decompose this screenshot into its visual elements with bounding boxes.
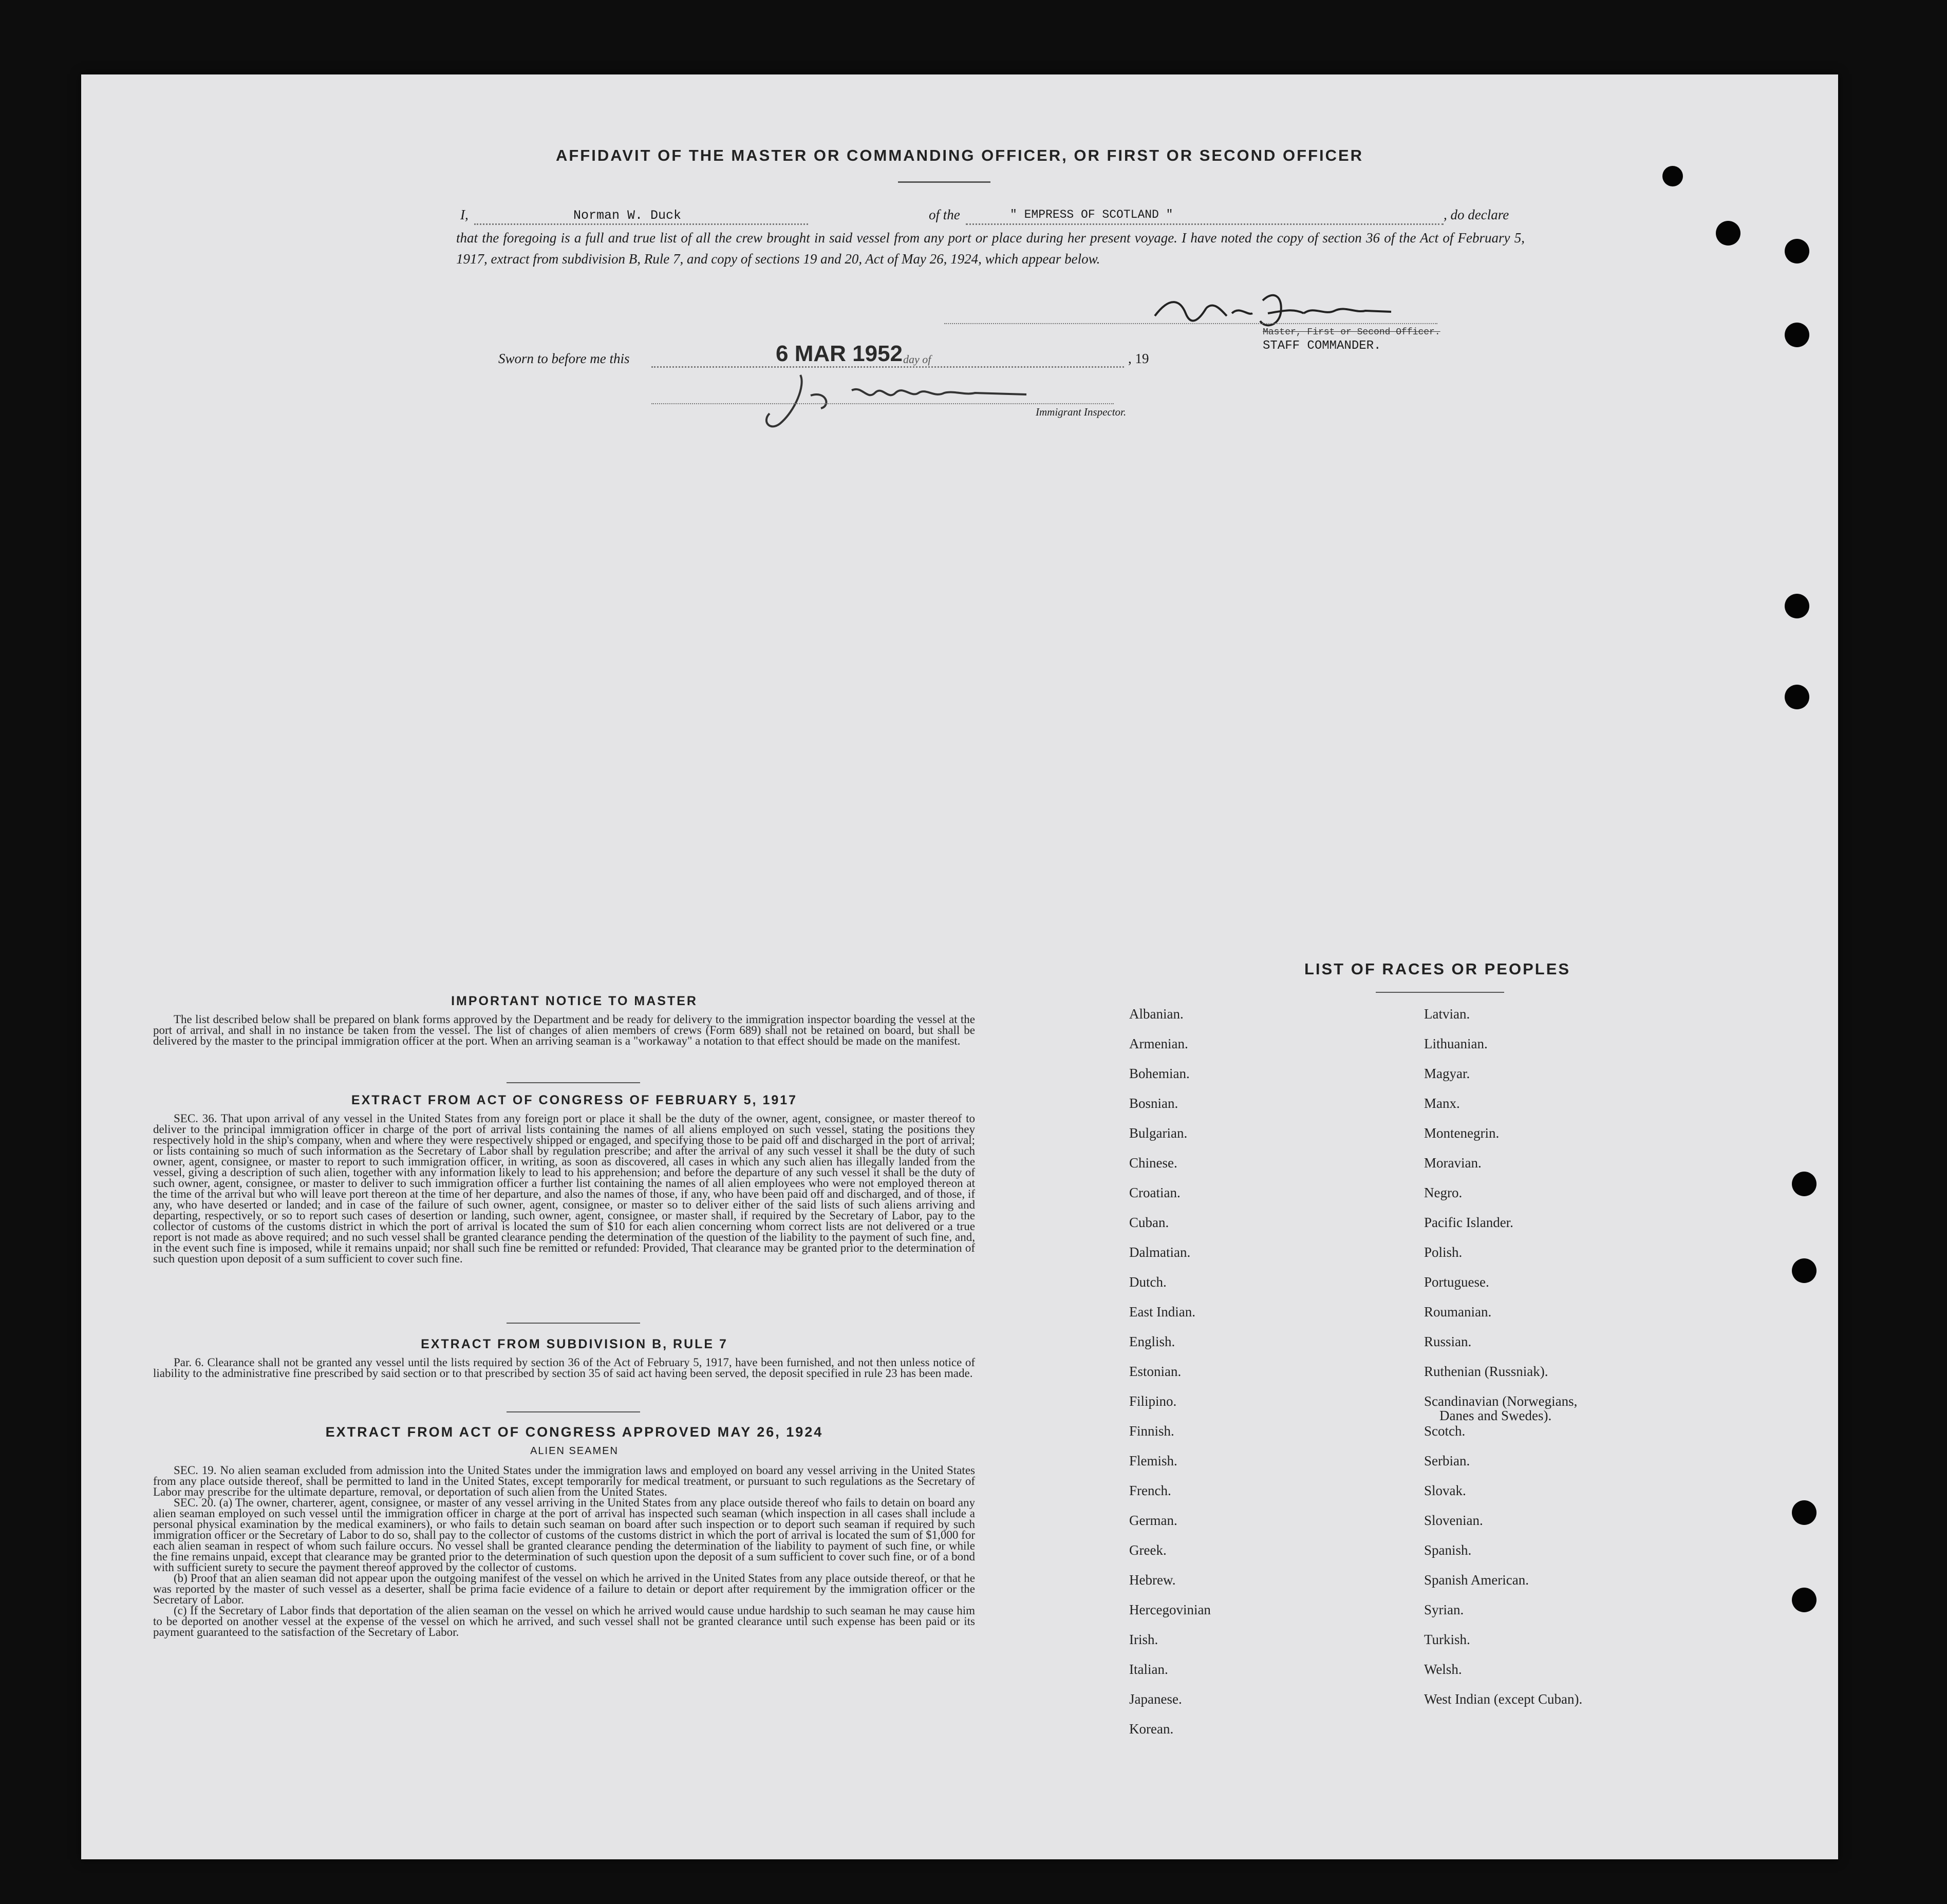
punch-hole — [1785, 323, 1809, 347]
race-item: Hebrew. — [1129, 1572, 1176, 1588]
race-item: Scotch. — [1424, 1423, 1466, 1439]
punch-hole — [1792, 1500, 1817, 1525]
vessel-line — [966, 223, 1444, 225]
section-divider — [507, 1411, 640, 1412]
extract-1917-title: EXTRACT FROM ACT OF CONGRESS OF FEBRUARY 5, 1917 — [351, 1093, 798, 1107]
race-item: Serbian. — [1424, 1453, 1470, 1468]
punch-hole — [1785, 594, 1809, 618]
extract-rule7-title: EXTRACT FROM SUBDIVISION B, RULE 7 — [421, 1337, 728, 1351]
race-item: Estonian. — [1129, 1364, 1182, 1379]
section-divider — [507, 1323, 640, 1324]
extract-1917-body: SEC. 36. That upon arrival of any vessel in the United States from any foreign port or place it shall be the duty of the owner, agent, consignee, or master thereof to deliver to the principal immigration officer in charge of the port of arrival lists containing the names of all aliens employed on such vessel, stating the positions they respectively hold in the ship's company, when and where they were respectively shipped or engaged, and specifying those to be paid off and discharged in the port of arrival; or lists containing so much of such information as the Secretary of Labor shall by regulation prescribe; and after the arrival of any such vessel it shall be the duty of such owner, agent, consignee, or master to report to such immigration officer, in writing, as soon as discovered, all cases in which any such alien has illegally landed from the vessel, giving a description of such alien, together with any information likely to lead to his apprehension; and before the departure of any such vessel it shall be the duty of such owner, agent, consignee, or master to deliver to such immigration officer a further list containing the names of all alien employees who were not employed thereon at the time of the arrival but who will leave port thereon at the time of her departure, and also the names of those, if any, who have been paid off and discharged, and of those, if any, who have deserted or landed; and in case of the failure of such owner, agent, consignee, or master so to deliver either of the said lists of such aliens arriving and departing, respectively, or so to report such cases of desertion or landing, such owner, agent, consignee, or master shall, if required by the Secretary of Labor, pay to the collector of customs of the customs district in which the port of arrival is located the sum of $10 for each alien concerning whom correct lists are not delivered or a true report is not made as above required; and no such vessel shall be granted clearance pending the determination of the question of the liability to the payment of such fine, and, in the event such fine is imposed, while it remains unpaid; nor shall such fine be remitted or refunded: Provided, That clearance may be granted prior to the determination of such question upon deposit of a sum sufficient to cover such fine. — [153, 1112, 975, 1265]
race-item: Montenegrin. — [1424, 1125, 1500, 1141]
race-item: Flemish. — [1129, 1453, 1177, 1468]
race-item: Magyar. — [1424, 1066, 1470, 1081]
race-item: Cuban. — [1129, 1215, 1169, 1230]
race-item: Russian. — [1424, 1334, 1472, 1349]
punch-hole — [1792, 1588, 1817, 1612]
punch-hole — [1716, 221, 1740, 246]
race-item: Korean. — [1129, 1721, 1174, 1737]
sec20b-paragraph: (b) Proof that an alien seaman did not appear upon the outgoing manifest of the vessel on which he arrived in the United States from any place outside thereof, or that he was reported by the master of such vessel as a deserter, shall be prima facie evidence of a failure to detain or deport after requirement by the immigration officer or the Secretary of Labor. — [153, 1572, 975, 1606]
races-right-column — [1424, 999, 1712, 1714]
race-item: Finnish. — [1129, 1423, 1174, 1439]
extract-1924-text — [153, 1465, 975, 1637]
inspector-label: Immigrant Inspector. — [1036, 406, 1127, 418]
officer-struck-title: Master, First or Second Officer. — [1263, 327, 1440, 337]
race-item: Welsh. — [1424, 1662, 1462, 1677]
do-declare-label: , do declare — [1444, 207, 1509, 222]
declarant-name: Norman W. Duck — [573, 208, 682, 223]
race-item: Bosnian. — [1129, 1096, 1178, 1111]
race-item: Dalmatian. — [1129, 1245, 1191, 1260]
vessel-name: " EMPRESS OF SCOTLAND " — [1010, 208, 1173, 221]
races-divider — [1376, 992, 1504, 993]
of-the-label: of the — [929, 207, 960, 222]
race-item: Spanish. — [1424, 1542, 1472, 1558]
race-item: Roumanian. — [1424, 1304, 1492, 1319]
declarant-prefix: I, — [460, 207, 469, 222]
race-item: Polish. — [1424, 1245, 1463, 1260]
inspector-signature-line — [651, 403, 1114, 404]
race-item: Greek. — [1129, 1542, 1167, 1558]
race-item: Portuguese. — [1424, 1274, 1489, 1290]
race-item: Slovenian. — [1424, 1513, 1483, 1528]
race-item: West Indian (except Cuban). — [1424, 1691, 1583, 1707]
name-line — [474, 223, 808, 225]
race-item: Japanese. — [1129, 1691, 1182, 1707]
year-label: , 19 — [1128, 351, 1149, 366]
notice-body: The list described below shall be prepared on blank forms approved by the Department and be ready for delivery to the immigration inspector boarding the vessel at the port of arrival, and shall in no instance be taken from the vessel. The list of changes of alien members of crews (Form 689) shall not be retained on board, but shall be delivered by the master to the principal immigration officer at the port. When an arriving seaman is a "workaway" a notation to that effect should be made on the manifest. — [153, 1013, 975, 1047]
race-item: Chinese. — [1129, 1155, 1177, 1171]
sec19-paragraph: SEC. 19. No alien seaman excluded from admission into the United States under the immigration laws and employed on board any vessel arriving in the United States from any place outside thereof, shall be permitted to land in the United States, except temporarily for medical treatment, or pursuant to such regulations as the Secretary of Labor may prescribe for the ultimate departure, removal, or deportation of such alien from the United States. — [153, 1464, 975, 1498]
race-item: Filipino. — [1129, 1393, 1177, 1409]
race-item: Pacific Islander. — [1424, 1215, 1513, 1230]
races-left-column — [1129, 999, 1360, 1744]
inspector-signature — [759, 365, 1047, 437]
race-item: Lithuanian. — [1424, 1036, 1488, 1051]
sec20c-paragraph: (c) If the Secretary of Labor finds that deportation of the alien seaman on the vessel on which he arrived would cause undue hardship to such seaman he may cause him to be deported on another vessel at the expense of the vessel on which he arrived, and such vessel shall not be granted clearance until such expense has been paid or its payment guaranteed to the satisfaction of the Secretary of Labor. — [153, 1604, 975, 1638]
extract-1924-title: EXTRACT FROM ACT OF CONGRESS APPROVED MAY 26, 1924 — [325, 1424, 823, 1440]
section-divider — [507, 1082, 640, 1083]
race-item: Slovak. — [1424, 1483, 1466, 1498]
title-divider — [898, 181, 990, 183]
extract-rule7-body: Par. 6. Clearance shall not be granted any vessel until the lists required by section 36 of the Act of February 5, 1917, have been furnished, and not then unless notice of liability to the administrative fine prescribed by said section or to that prescribed by section 35 of said act having been served, the deposit specified in rule 23 has been made. — [153, 1356, 975, 1380]
race-item: French. — [1129, 1483, 1171, 1498]
punch-hole — [1792, 1258, 1817, 1283]
race-item: Latvian. — [1424, 1006, 1470, 1022]
punch-hole — [1792, 1172, 1817, 1196]
race-item: Croatian. — [1129, 1185, 1181, 1200]
document-page — [81, 74, 1838, 1859]
race-item: Bohemian. — [1129, 1066, 1190, 1081]
sworn-label: Sworn to before me this — [498, 351, 630, 366]
punch-hole — [1785, 239, 1809, 263]
notice-title: IMPORTANT NOTICE TO MASTER — [451, 994, 698, 1008]
race-item: Albanian. — [1129, 1006, 1184, 1022]
race-item: Armenian. — [1129, 1036, 1188, 1051]
race-item: Ruthenian (Russniak). — [1424, 1364, 1548, 1379]
race-item: East Indian. — [1129, 1304, 1195, 1319]
race-item: Irish. — [1129, 1632, 1158, 1647]
race-item: Hercegovinian — [1129, 1602, 1211, 1617]
punch-hole — [1785, 685, 1809, 709]
race-item: Moravian. — [1424, 1155, 1482, 1171]
extract-1924-subtitle: ALIEN SEAMEN — [530, 1445, 619, 1457]
day-of-label: day of — [903, 353, 931, 366]
races-title: LIST OF RACES OR PEOPLES — [1304, 960, 1571, 978]
race-item: Italian. — [1129, 1662, 1168, 1677]
affidavit-body: that the foregoing is a full and true list of all the crew brought in said vessel from any port or place during her present voyage. I have noted the copy of section 36 of the Act of February 5, 1917, extract from subdivision B, Rule 7, and copy of sections 19 and 20, Act of May 26, 1924, which appear below. — [456, 230, 1525, 267]
date-stamp: 6 MAR 1952 — [776, 341, 903, 366]
race-item: Dutch. — [1129, 1274, 1167, 1290]
race-item: Scandinavian (Norwegians, — [1424, 1393, 1578, 1409]
race-item: Bulgarian. — [1129, 1125, 1188, 1141]
race-item: Spanish American. — [1424, 1572, 1529, 1588]
race-item: Manx. — [1424, 1096, 1460, 1111]
affidavit-title: AFFIDAVIT OF THE MASTER OR COMMANDING OFFICER, OR FIRST OR SECOND OFFICER — [555, 146, 1364, 164]
punch-hole — [1662, 166, 1683, 186]
race-item: Syrian. — [1424, 1602, 1464, 1617]
sec20a-paragraph: SEC. 20. (a) The owner, charterer, agent, consignee, or master of any vessel arriving in the United States from any place outside thereof who fails to detain on board any alien seaman employed on such vessel until the immigration officer in charge at the port of arrival has inspected such seaman (which inspection in all cases shall include a personal physical examination by the medical examiners), or who fails to detain such seaman on board after such inspection or to deport such seaman if required by such immigration officer or the Secretary of Labor to do so, shall pay to the collector of customs of the customs district in which the port of arrival is located the sum of $1,000 for each alien seaman in respect of whom such failure occurs. No vessel shall be granted clearance pending the determination of the liability to payment of such fine, or while the fine remains unpaid, except that clearance may be granted prior to the determination of such question upon the deposit of a sum sufficient to cover such fine, or of a bond with sufficient surety to secure the payment thereof approved by the collector of customs. — [153, 1496, 975, 1574]
officer-title: STAFF COMMANDER. — [1263, 339, 1381, 353]
race-item: Turkish. — [1424, 1632, 1470, 1647]
race-item: German. — [1129, 1513, 1177, 1528]
race-item: Danes and Swedes). — [1439, 1408, 1552, 1423]
race-item: English. — [1129, 1334, 1175, 1349]
officer-signature-line — [944, 323, 1437, 324]
race-item: Negro. — [1424, 1185, 1463, 1200]
